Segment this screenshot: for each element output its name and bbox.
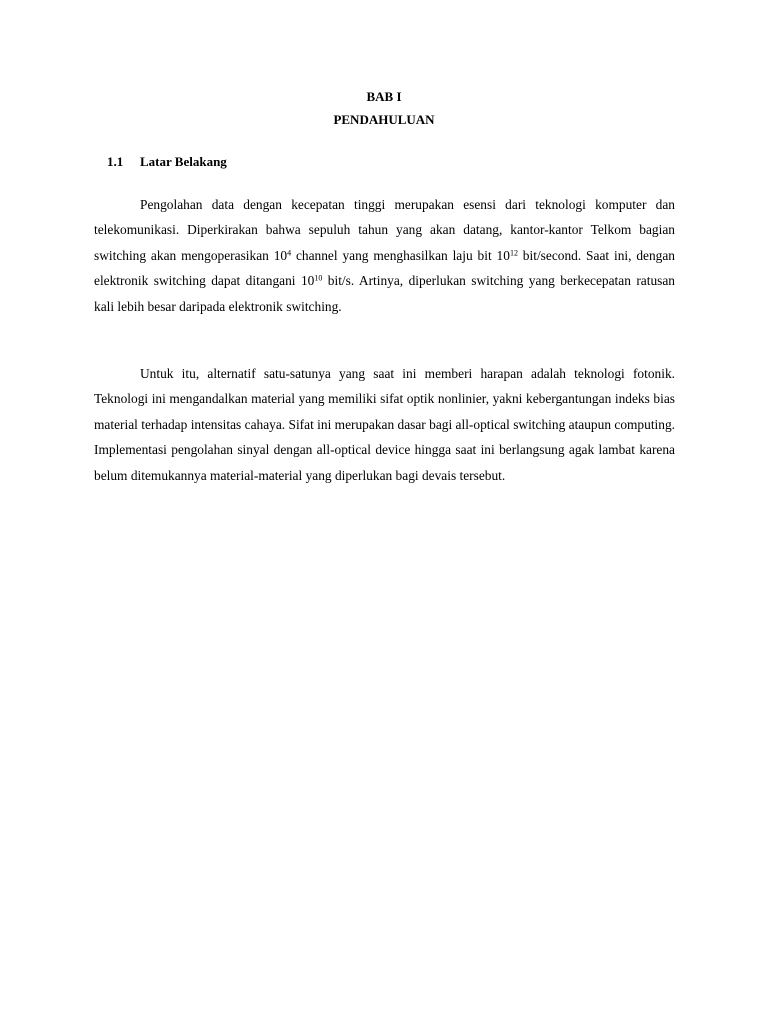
section-number: 1.1 bbox=[107, 154, 124, 169]
paragraph-1-text-b: channel yang menghasilkan laju bit 10 bbox=[291, 247, 510, 263]
section-heading bbox=[107, 153, 227, 171]
chapter-title: PENDAHULUAN bbox=[333, 112, 435, 127]
exponent-electronic: 10 bbox=[314, 273, 323, 283]
exponent-channels: 4 bbox=[287, 248, 292, 258]
chapter-number: BAB I bbox=[366, 89, 402, 104]
paragraph-1-text-d: bit/s. Artinya, diperlukan switching yang berkecepatan ratusan kali lebih besar daripada elektronik switching. bbox=[94, 273, 676, 314]
section-title: Latar Belakang bbox=[140, 154, 227, 169]
paragraph-1-text-c: bit/second. Saat ini, dengan elektronik switching dapat ditangani 10 bbox=[94, 247, 675, 289]
paragraph-1 bbox=[94, 192, 675, 319]
paragraph-1-text-a: Pengolahan data dengan kecepatan tinggi merupakan esensi dari teknologi komputer dan telekomunikasi. Diperkirakan bahwa sepuluh tahun yang akan datang, kantor-kantor Telkom bagian switching akan mengoperasikan 10 bbox=[94, 197, 675, 263]
paragraph-2: Untuk itu, alternatif satu-satunya yang saat ini memberi harapan adalah teknologi fotonik. Teknologi ini mengandalkan material yang memiliki sifat optik nonlinier, yakni kebergantungan indeks bias material terhadap intensitas cahaya. Sifat ini merupakan dasar bagi all-optical switching ataupun computing. Implementasi pengolahan sinyal dengan all-optical device hingga saat ini berlangsung agak lambat karena belum ditemukannya material-material yang diperlukan bagi devais tersebut. bbox=[94, 366, 675, 483]
exponent-bit-rate: 12 bbox=[509, 248, 518, 258]
